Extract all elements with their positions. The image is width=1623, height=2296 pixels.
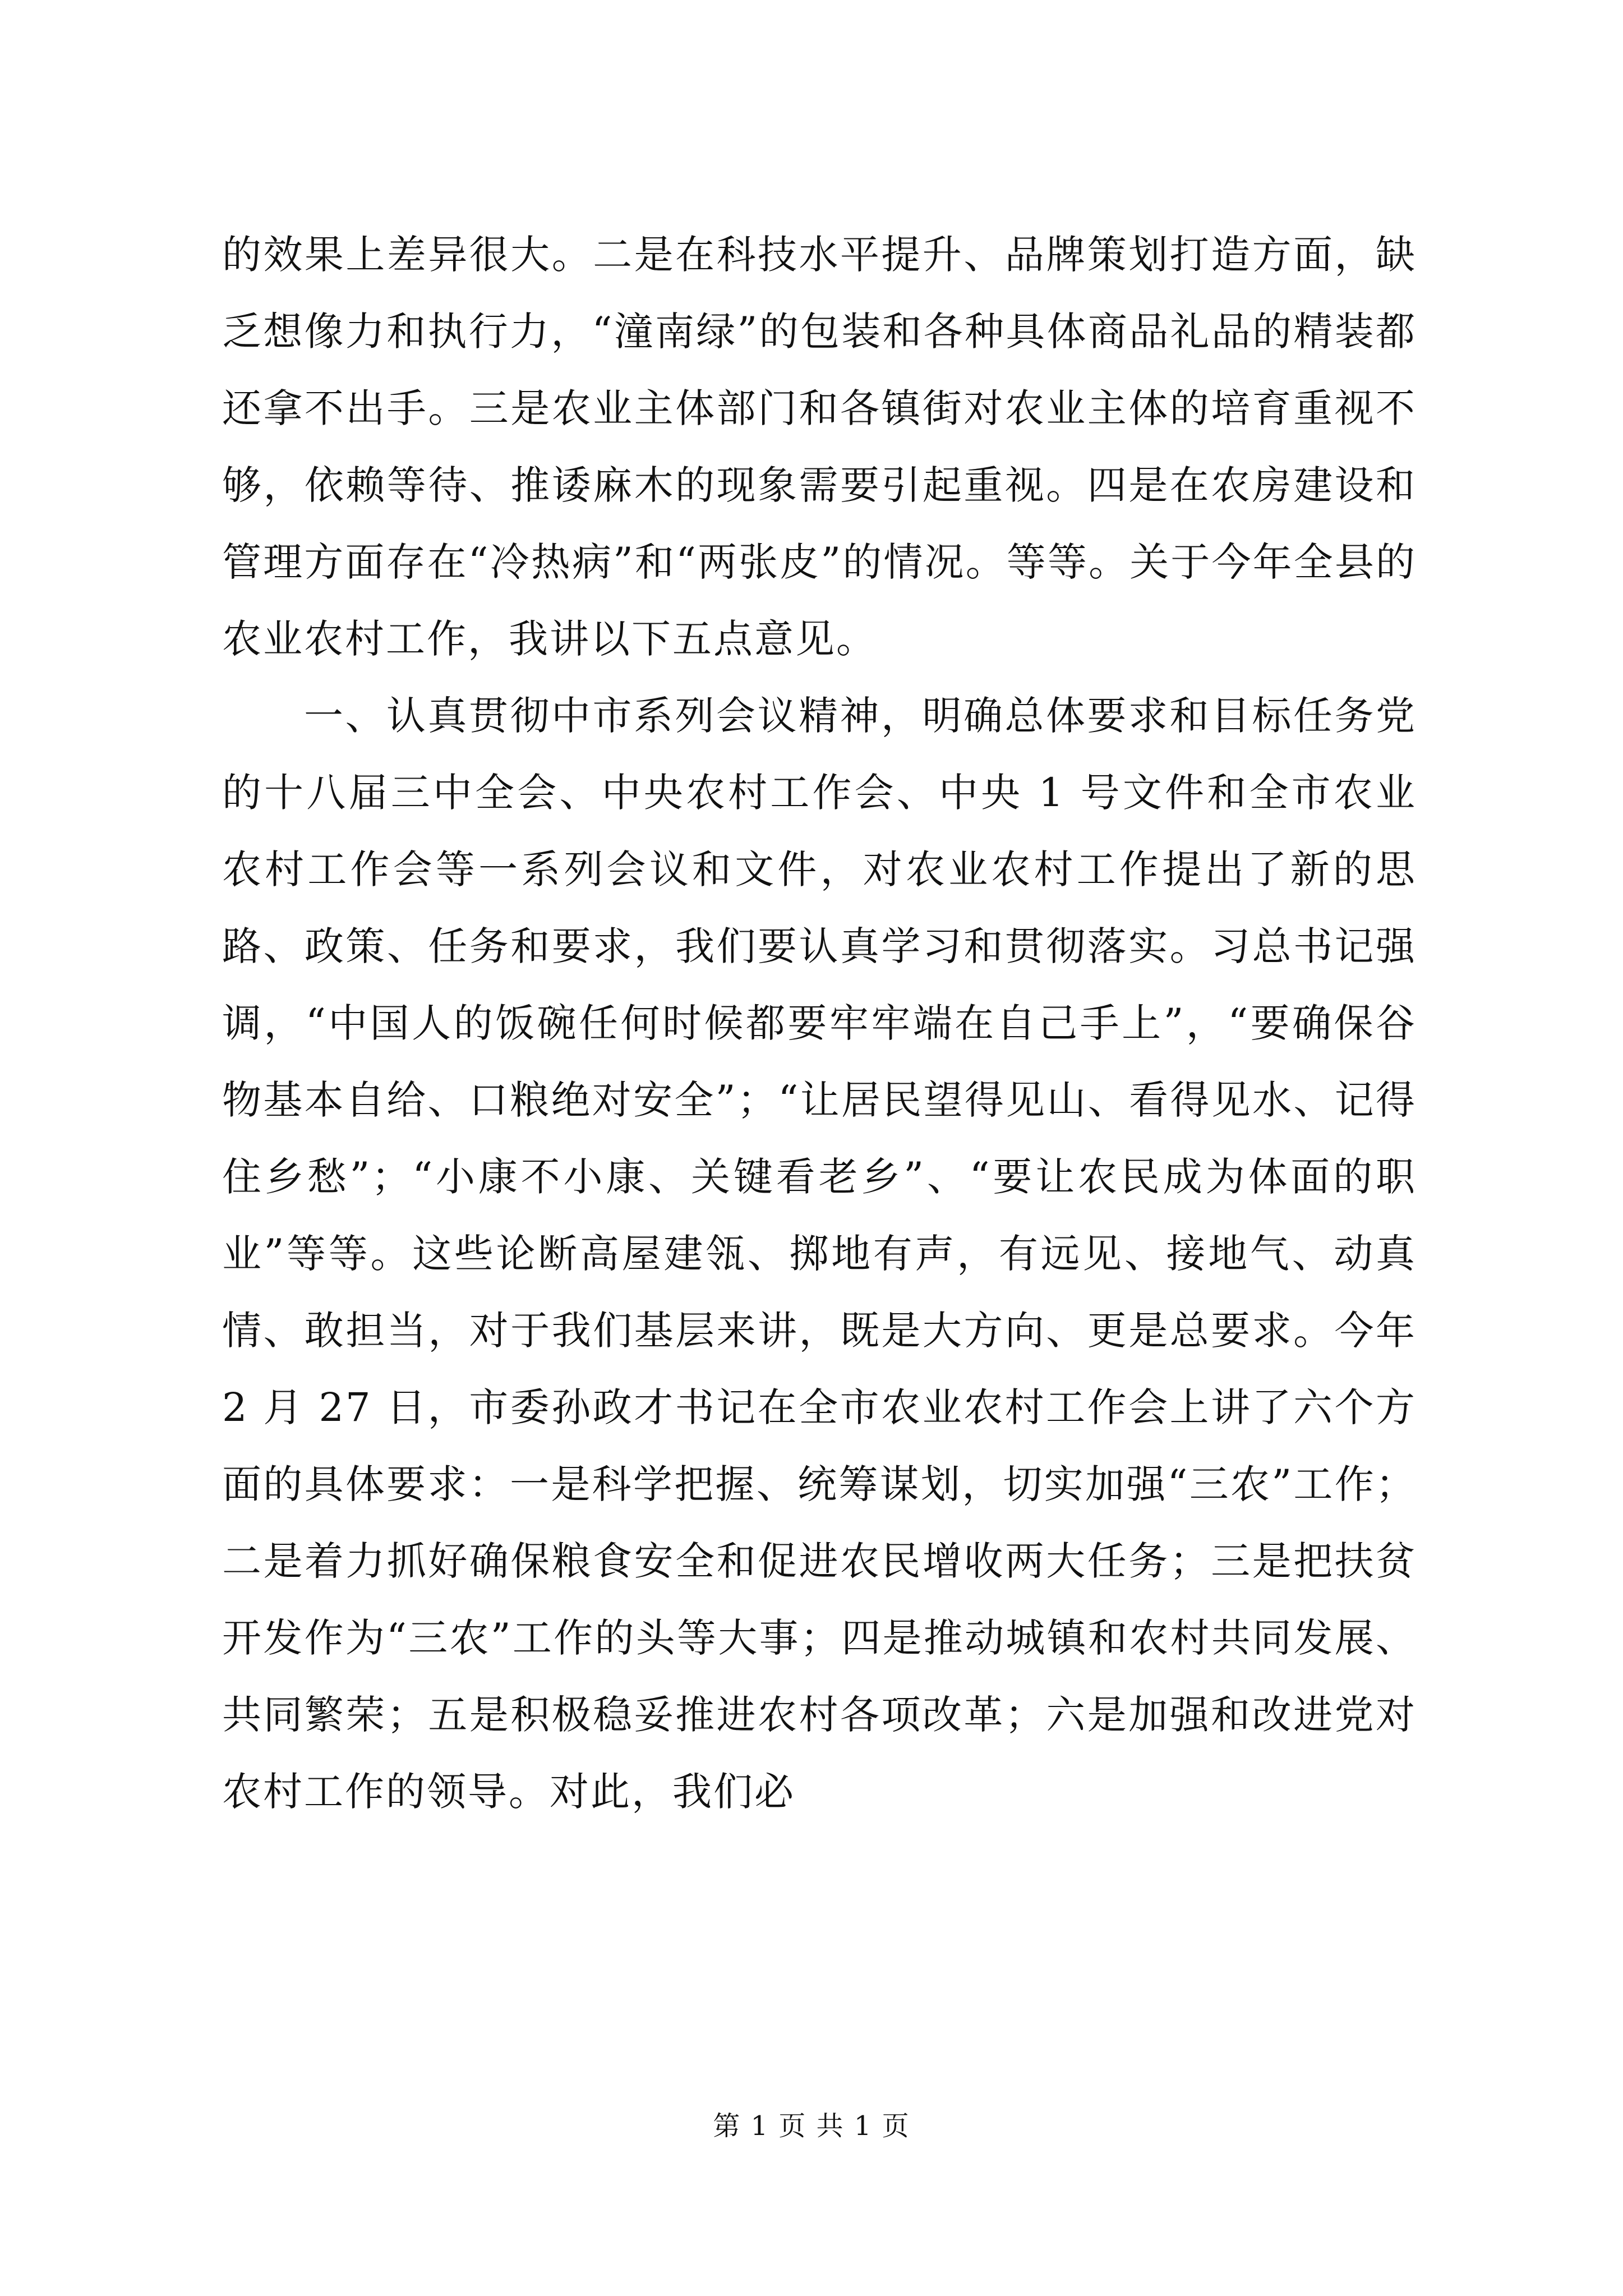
paragraph-continuation: 的效果上差异很大。二是在科技水平提升、品牌策划打造方面，缺乏想像力和执行力，“潼南绿”的包装和各种具体商品礼品的精装都还拿不出手。三是农业主体部门和各镇街对农业主体的培育重视不够，依赖等待、推诿麻木的现象需要引起重视。四是在农房建设和管理方面存在“冷热病”和“两张皮”的情况。等等。关于今年全县的农业农村工作，我讲以下五点意见。 bbox=[222, 232, 1417, 662]
document-body bbox=[222, 217, 1417, 1830]
paragraph-section-one: 一、认真贯彻中市系列会议精神，明确总体要求和目标任务党的十八届三中全会、中央农村工作会、中央 1 号文件和全市农业农村工作会等一系列会议和文件，对农业农村工作提出了新的思路、政策、任务和要求，我们要认真学习和贯彻落实。习总书记强调，“中国人的饭碗任何时候都要牢牢端在自己手上”，“要确保谷物基本自给、口粮绝对安全”；“让居民望得见山、看得见水、记得住乡愁”；“小康不小康、关键看老乡”、“要让农民成为体面的职业”等等。这些论断高屋建瓴、掷地有声，有远见、接地气、动真情、敢担当，对于我们基层来讲，既是大方向、更是总要求。今年 2 月 27 日，市委孙政才书记在全市农业农村工作会上讲了六个方面的具体要求：一是科学把握、统筹谋划，切实加强“三农”工作；二是着力抓好确保粮食安全和促进农民增收两大任务；三是把扶贫开发作为“三农”工作的头等大事；四是推动城镇和农村共同发展、共同繁荣；五是积极稳妥推进农村各项改革；六是加强和改进党对农村工作的领导。对此，我们必 bbox=[222, 693, 1417, 1815]
page-footer: 第 1 页 共 1 页 bbox=[713, 2110, 910, 2142]
